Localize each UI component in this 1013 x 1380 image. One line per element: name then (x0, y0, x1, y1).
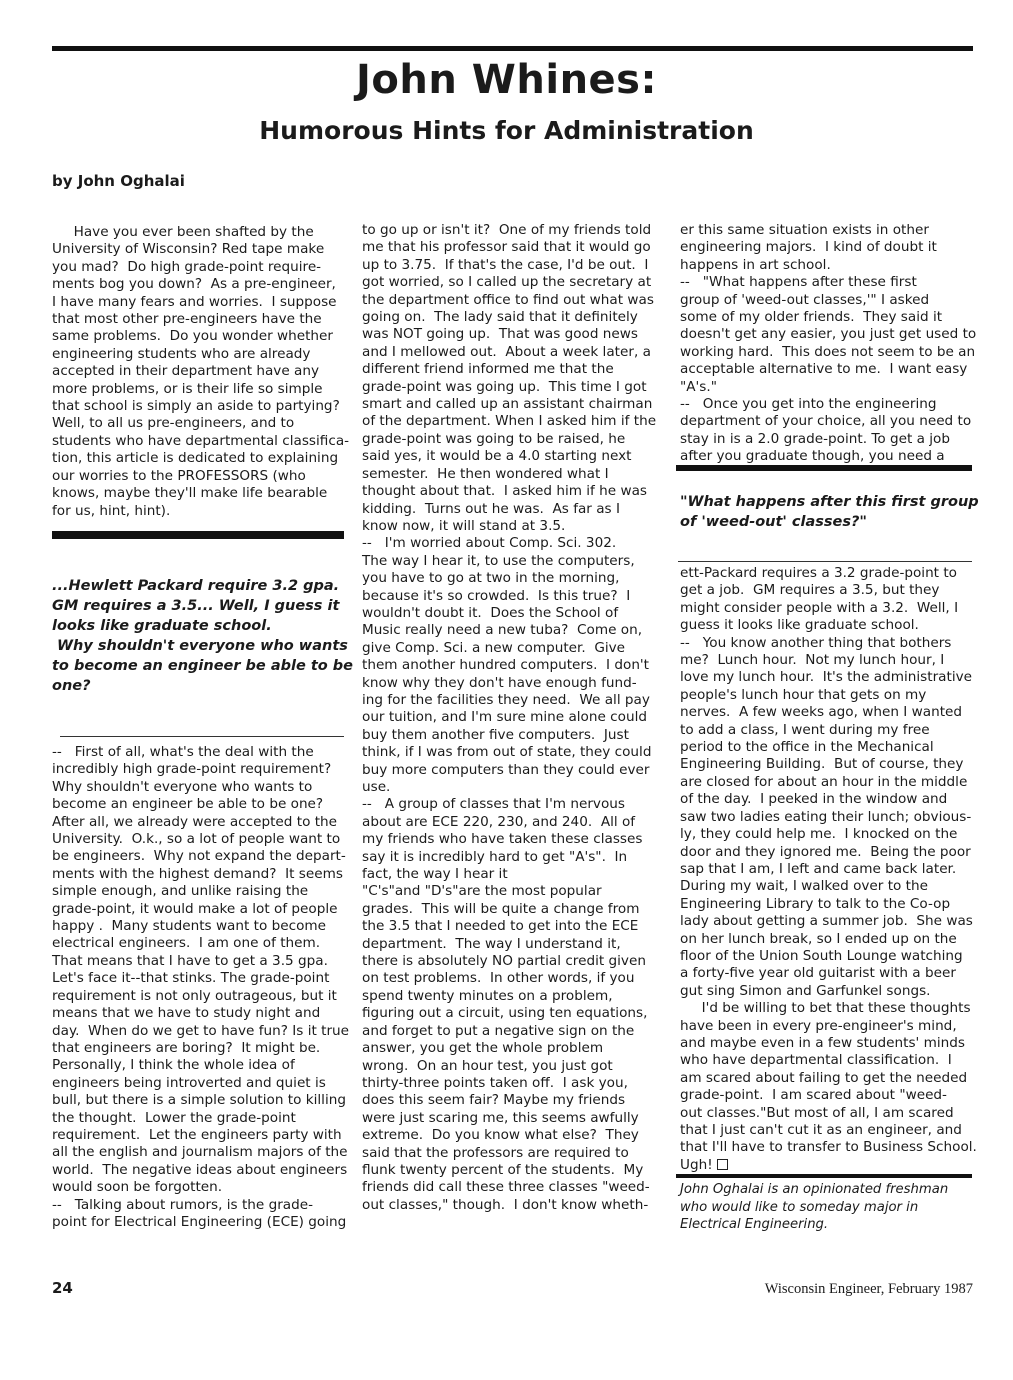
text-line: out classes."But most of all, I am scared (680, 1104, 954, 1121)
text-line: students who have departmental classifica- (52, 432, 350, 449)
text-line: me that his professor said that it would go (362, 239, 651, 256)
text-line: fact, the way I hear it (362, 866, 508, 883)
text-line: you have to go at two in the morning, (362, 570, 620, 587)
text-line: -- You know another thing that bothers (680, 634, 952, 651)
text-line: engineering students who are already (52, 345, 311, 362)
text-line: are closed for about an hour in the middle (680, 773, 968, 790)
article-subtitle: Humorous Hints for Administration (259, 116, 754, 145)
text-line: our worries to the PROFESSORS (who (52, 467, 306, 484)
text-line: people's lunch hour that gets on my (680, 686, 927, 703)
text-line: our tuition, and I'm sure mine alone could (362, 709, 647, 726)
text-line: the department office to find out what was (362, 291, 654, 308)
text-line: department. The way I understand it, (362, 935, 621, 952)
text-line: that most other pre-engineers have the (52, 311, 322, 328)
text-line: Engineering Library to talk to the Co-op (680, 895, 951, 912)
text-line: er this same situation exists in other (680, 222, 929, 238)
text-line: -- Talking about rumors, is the grade- (52, 1196, 314, 1213)
text-line: wouldn't doubt it. Does the School of (362, 604, 619, 621)
text-line: the 3.5 that I needed to get into the ECE (362, 918, 639, 935)
text-line: same problems. Do you wonder whether (52, 328, 333, 345)
column-2-body (362, 222, 662, 1214)
text-line: and maybe even in a few students' minds (680, 1034, 965, 1051)
text-line: more problems, or is their life so simple (52, 380, 323, 397)
text-line: grade-point. I am scared about "weed- (680, 1087, 947, 1104)
section-rule (676, 465, 972, 471)
text-line: engineers being introverted and quiet is (52, 1074, 326, 1091)
text-line: to become an engineer be able to be (52, 658, 353, 674)
text-line: have been in every pre-engineer's mind, (680, 1017, 957, 1034)
text-line: grade-point, it would make a lot of people (52, 900, 338, 917)
text-line: world. The negative ideas about engineers (52, 1161, 348, 1178)
text-line: -- A group of classes that I'm nervous (362, 796, 625, 813)
text-line: doesn't get any easier, you just get used to (680, 326, 977, 343)
text-line: accepted in their department have any (52, 363, 320, 380)
text-line: happens in art school. (680, 256, 831, 273)
text-line: up to 3.75. If that's the case, I'd be out. I (362, 256, 649, 273)
column-3-body (680, 565, 976, 1174)
text-line: know why they don't have enough fund- (362, 674, 637, 691)
text-line: That means that I have to get a 3.5 gpa. (52, 952, 328, 969)
text-line: flunk twenty percent of the students. My (362, 1161, 644, 1178)
text-line: Well, to all us pre-engineers, and to (52, 415, 295, 432)
text-line: a forty-five year old guitarist with a beer (680, 965, 956, 982)
text-line: going on. The lady said that it definitely (362, 309, 638, 326)
text-line: Engineering Building. But of course, they (680, 756, 964, 773)
text-line: buy more computers than they could ever (362, 761, 650, 778)
text-line: bull, but there is a simple solution to killing (52, 1092, 346, 1109)
text-line: nerves. A few weeks ago, when I wanted (680, 704, 963, 721)
text-line: ett-Packard requires a 3.2 grade-point to (680, 565, 957, 581)
text-line: would soon be forgotten. (52, 1179, 223, 1196)
text-line: was NOT going up. That was good news (362, 326, 638, 343)
text-line: requirement. Let the engineers party with (52, 1126, 342, 1143)
text-line: me? Lunch hour. Not my lunch hour, I (680, 652, 945, 669)
text-line: working hard. This does not seem to be an (680, 343, 976, 360)
text-line: requirement is not only outrageous, but it (52, 987, 337, 1004)
text-line: of the day. I peeked in the window and (680, 791, 948, 808)
text-line: ments bog you down? As a pre-engineer, (52, 276, 336, 293)
text-line: grade-point was going to be raised, he (362, 430, 626, 447)
text-line: grades. This will be quite a change from (362, 900, 640, 917)
text-line: use. (362, 779, 391, 795)
text-line: and I mellowed out. About a week later, a (362, 343, 651, 360)
text-line: them another hundred computers. I don't (362, 657, 649, 674)
text-line: know now, it will stand at 3.5. (362, 517, 566, 534)
article-title: John Whines: (356, 57, 657, 103)
text-line: who would like to someday major in (680, 1199, 919, 1215)
text-line: to add a class, I went during my free (680, 721, 930, 738)
pull-quote-2 (680, 492, 979, 532)
text-line: say it is incredibly hard to get "A's". In (362, 848, 628, 865)
text-line: period to the office in the Mechanical (680, 739, 934, 756)
text-line: to go up or isn't it? One of my friends told (362, 222, 652, 238)
text-line: kidding. Turns out he was. As far as I (362, 500, 620, 517)
pull-quote-rule (60, 736, 344, 737)
byline: by John Oghalai (52, 172, 185, 190)
text-line: be engineers. Why not expand the depart- (52, 848, 346, 865)
column-1-body (52, 744, 350, 1231)
text-line: "What happens after this first group (680, 494, 979, 510)
text-line: on her lunch break, so I ended up on the (680, 930, 957, 947)
text-line: after you graduate though, you need a (680, 448, 945, 465)
text-line: that engineers are boring? It might be. (52, 1039, 321, 1056)
text-line: Have you ever been shafted by the (52, 224, 314, 240)
text-line: sap that I am, I left and came back later. (680, 860, 957, 877)
text-line: lady about getting a summer job. She was (680, 913, 973, 930)
text-line: Ugh! (680, 1157, 976, 1174)
text-line: am scared about failing to get the needed (680, 1069, 968, 1086)
bio-rule (676, 1174, 972, 1178)
text-line: become an engineer be able to be one? (52, 796, 324, 813)
text-line: day. When do we get to have fun? Is it true (52, 1022, 350, 1039)
text-line: thought about that. I asked him if he was (362, 483, 647, 500)
text-line: "A's." (680, 378, 717, 395)
text-line: incredibly high grade-point requirement? (52, 761, 332, 778)
text-line: buy them another five computers. Just (362, 726, 629, 743)
text-line: -- "What happens after these first (680, 274, 917, 291)
end-mark-icon (717, 1159, 728, 1170)
text-line: During my wait, I walked over to the (680, 878, 928, 895)
text-line: Personally, I think the whole idea of (52, 1057, 295, 1074)
text-line: saw two ladies eating their lunch; obvious- (680, 808, 972, 825)
text-line: Why shouldn't everyone who wants (52, 638, 348, 654)
text-line: got worried, so I called up the secretary at (362, 274, 652, 291)
text-line: Let's face it--that stinks. The grade-point (52, 970, 330, 987)
text-line: simple enough, and unlike raising the (52, 883, 309, 900)
pull-quote-1 (52, 576, 353, 696)
text-line: acceptable alternative to me. I want easy (680, 361, 968, 378)
text-line: who have departmental classification. I (680, 1052, 952, 1069)
text-line: does this seem fair? Maybe my friends (362, 1092, 626, 1109)
text-line: stay in is a 2.0 grade-point. To get a job (680, 430, 950, 447)
text-line: GM requires a 3.5... Well, I guess it (52, 598, 340, 614)
text-line: for us, hint, hint). (52, 502, 171, 519)
text-line: extreme. Do you know what else? They (362, 1127, 639, 1144)
text-line: said that the professors are required to (362, 1144, 629, 1161)
text-line: department of your choice, all you need to (680, 413, 972, 430)
text-line: point for Electrical Engineering (ECE) going (52, 1213, 347, 1230)
text-line: that school is simply an aside to partying? (52, 398, 340, 415)
text-line: happy . Many students want to become (52, 918, 327, 935)
text-line: John Oghalai is an opinionated freshman (680, 1182, 949, 1197)
text-line: guess it looks like graduate school. (680, 617, 919, 634)
text-line: looks like graduate school. (52, 618, 272, 634)
text-line: love my lunch hour. It's the administrative (680, 669, 973, 686)
text-line: The way I hear it, to use the computers, (362, 552, 635, 569)
pull-quote-rule (678, 561, 972, 562)
text-line: might consider people with a 3.2. Well, I (680, 599, 959, 616)
text-line: some of my older friends. They said it (680, 309, 943, 326)
text-line: different friend informed me that the (362, 361, 614, 378)
author-bio (680, 1181, 974, 1234)
text-line: figuring out a circuit, using ten equations, (362, 1005, 648, 1022)
text-line: -- I'm worried about Comp. Sci. 302. (362, 535, 617, 552)
text-line: group of 'weed-out classes,'" I asked (680, 291, 930, 308)
text-line: engineering majors. I kind of doubt it (680, 239, 937, 256)
text-line: ing for the facilities they need. We all pay (362, 691, 650, 708)
text-line: door and they ignored me. Being the poor (680, 843, 971, 860)
text-line: that I just can't cut it as an engineer, and (680, 1122, 962, 1138)
text-line: answer, you get the whole problem (362, 1040, 604, 1057)
text-line: knows, maybe they'll make life bearable (52, 485, 328, 502)
top-rule (52, 46, 973, 51)
text-line: that I'll have to transfer to Business School. (680, 1139, 977, 1156)
text-line: about are ECE 220, 230, and 240. All of (362, 813, 636, 830)
text-line: Electrical Engineering. (680, 1217, 829, 1232)
text-line: think, if I was from out of state, they could (362, 744, 652, 761)
text-line: -- First of all, what's the deal with the (52, 744, 314, 760)
text-line: floor of the Union South Lounge watching (680, 947, 963, 964)
text-line: grade-point was going up. This time I got (362, 378, 647, 395)
text-line: said yes, it would be a 4.0 starting next (362, 448, 632, 465)
text-line: gut sing Simon and Garfunkel songs. (680, 982, 931, 999)
text-line: one? (52, 678, 91, 694)
text-line: Music really need a new tuba? Come on, (362, 622, 643, 639)
text-line: "C's"and "D's"are the most popular (362, 883, 602, 900)
text-line: After all, we already were accepted to the (52, 813, 338, 830)
text-line: ly, they could help me. I knocked on the (680, 826, 958, 843)
text-line: smart and called up an assistant chairman (362, 396, 653, 413)
text-line: ments with the highest demand? It seems (52, 865, 343, 882)
text-line: of the department. When I asked him if the (362, 413, 657, 430)
text-line: wrong. On an hour test, you just got (362, 1057, 613, 1074)
text-line: thirty-three points taken off. I ask you, (362, 1074, 628, 1091)
text-line: friends did call these three classes "weed- (362, 1179, 650, 1196)
text-line: all the english and journalism majors of the (52, 1144, 348, 1161)
text-line: I have many fears and worries. I suppose (52, 293, 337, 310)
text-line: semester. He then wondered what I (362, 465, 609, 482)
text-line: you mad? Do high grade-point require- (52, 258, 322, 275)
text-line: the thought. Lower the grade-point (52, 1109, 296, 1126)
text-line: electrical engineers. I am one of them. (52, 935, 321, 952)
text-line: out classes," though. I don't know wheth- (362, 1196, 649, 1213)
column-1-intro (52, 224, 350, 520)
text-line: -- Once you get into the engineering (680, 396, 937, 413)
text-line: of 'weed-out' classes?" (680, 514, 867, 530)
column-3-top (680, 222, 976, 466)
text-line: were just scaring me, this seems awfully (362, 1109, 639, 1126)
text-line: give Comp. Sci. a new computer. Give (362, 639, 626, 656)
text-line: because it's so crowded. Is this true? I (362, 587, 631, 604)
text-line: means that we have to study night and (52, 1005, 321, 1022)
text-line: there is absolutely NO partial credit given (362, 953, 646, 970)
text-line: get a job. GM requires a 3.5, but they (680, 582, 940, 599)
text-line: Why shouldn't everyone who wants to (52, 778, 313, 795)
text-line: on test problems. In other words, if you (362, 970, 635, 987)
text-line: University. O.k., so a lot of people want to (52, 831, 341, 848)
text-line: tion, this article is dedicated to explaining (52, 450, 339, 467)
text-line: spend twenty minutes on a problem, (362, 987, 613, 1004)
text-line: my friends who have taken these classes (362, 831, 643, 848)
text-line: and forget to put a negative sign on the (362, 1022, 635, 1039)
text-line: I'd be willing to bet that these thoughts (680, 1000, 971, 1017)
publication-footer: Wisconsin Engineer, February 1987 (764, 1281, 973, 1297)
text-line: ...Hewlett Packard require 3.2 gpa. (52, 578, 340, 594)
section-rule (52, 531, 344, 539)
text-line: University of Wisconsin? Red tape make (52, 241, 325, 258)
page-number: 24 (52, 1279, 73, 1297)
